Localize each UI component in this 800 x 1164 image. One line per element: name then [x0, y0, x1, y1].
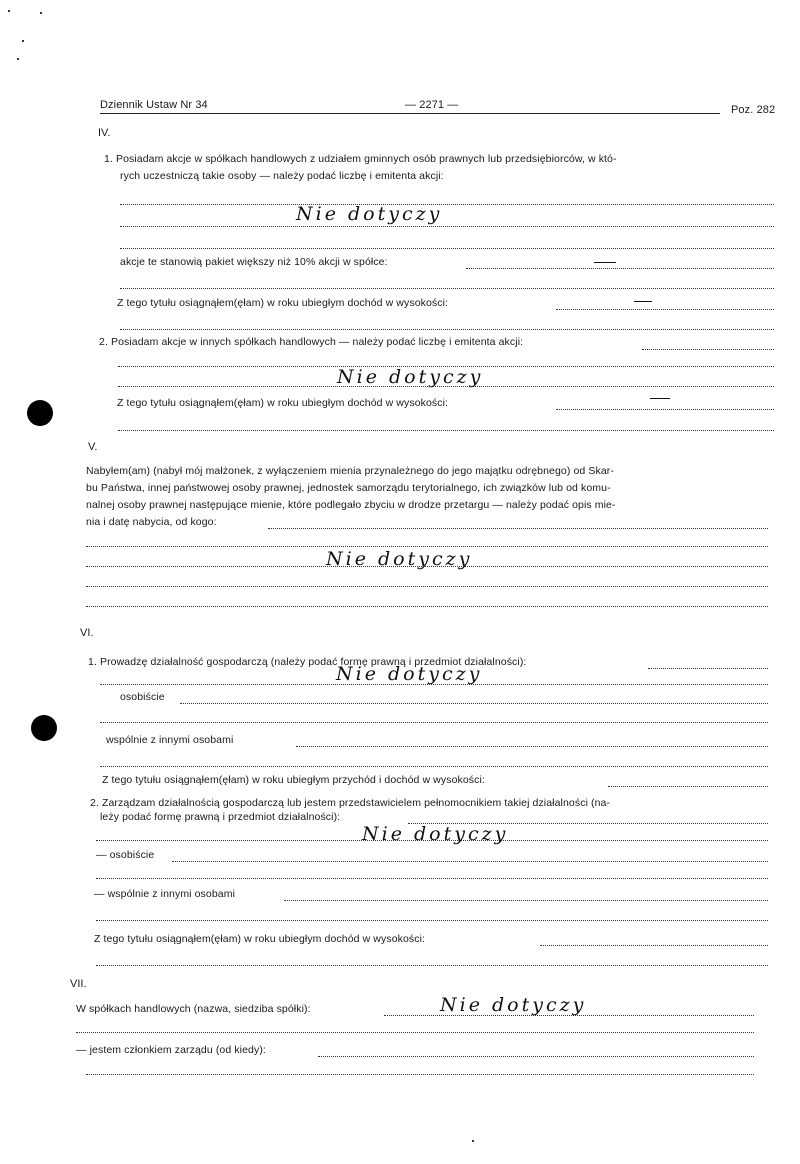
- answer-line: [86, 606, 768, 607]
- answer-line: [120, 204, 774, 205]
- section-v-heading: V.: [88, 441, 98, 453]
- answer-line: [120, 248, 774, 249]
- section-vi-item2-line2: leży podać formę prawną i przedmiot działalności):: [100, 811, 341, 823]
- scan-speck: [22, 40, 24, 42]
- section-vi-heading: VI.: [80, 627, 94, 639]
- answer-line: [86, 546, 768, 547]
- header-position: Poz. 282: [731, 104, 776, 116]
- section-v-line1: Nabyłem(am) (nabył mój małżonek, z wyłączeniem mienia przynależnego do jego majątku odrębnego) od Skar-: [86, 465, 614, 477]
- handwritten-dash: [650, 398, 670, 399]
- section-iv-dochod-label: Z tego tytułu osiągnąłem(ęłam) w roku ubiegłym dochód w wysokości:: [117, 297, 449, 309]
- handwritten-answer-vii: Nie dotyczy: [440, 994, 587, 1016]
- answer-line: [284, 900, 768, 901]
- handwritten-answer-iv-1: Nie dotyczy: [296, 203, 443, 225]
- handwritten-answer-vi-2: Nie dotyczy: [362, 823, 509, 845]
- handwritten-dash: [634, 301, 652, 302]
- answer-line: [648, 668, 768, 669]
- section-vi-dochod2-label: Z tego tytułu osiągnąłem(ęłam) w roku ubiegłym dochód w wysokości:: [94, 933, 426, 945]
- answer-line: [296, 746, 768, 747]
- answer-line: [100, 722, 768, 723]
- section-vi-item2-line1: 2. Zarządzam działalnością gospodarczą lub jestem przedstawicielem pełnomocnikiem takiej działalności (na-: [90, 797, 611, 809]
- punch-hole: [27, 400, 53, 426]
- answer-line: [100, 766, 768, 767]
- answer-line: [96, 965, 768, 966]
- header-rule: [100, 113, 720, 114]
- section-vii-spolki-label: W spółkach handlowych (nazwa, siedziba spółki):: [76, 1003, 311, 1015]
- scan-speck: [472, 1140, 474, 1142]
- section-iv-item1-line2: rych uczestniczą takie osoby — należy podać liczbę i emitenta akcji:: [120, 170, 444, 182]
- answer-line: [120, 288, 774, 289]
- answer-line: [466, 268, 774, 269]
- answer-line: [268, 528, 768, 529]
- handwritten-dash: [594, 262, 616, 263]
- handwritten-answer-iv-2: Nie dotyczy: [337, 366, 484, 388]
- section-iv-dochod2-label: Z tego tytułu osiągnąłem(ęłam) w roku ubiegłym dochód w wysokości:: [117, 397, 449, 409]
- section-vi-wspolnie-2: — wspólnie z innymi osobami: [94, 888, 236, 900]
- header-journal-title: Dziennik Ustaw Nr 34: [100, 99, 208, 111]
- section-vii-zarzad-label: — jestem członkiem zarządu (od kiedy):: [76, 1044, 266, 1056]
- answer-line: [96, 920, 768, 921]
- answer-line: [118, 386, 774, 387]
- answer-line: [120, 329, 774, 330]
- answer-line: [172, 861, 768, 862]
- section-iv-akcje-label: akcje te stanowią pakiet większy niż 10% akcji w spółce:: [120, 256, 388, 268]
- punch-hole: [31, 715, 57, 741]
- handwritten-answer-v: Nie dotyczy: [326, 548, 473, 570]
- section-iv-item1-line1: 1. Posiadam akcje w spółkach handlowych z udziałem gminnych osób prawnych lub przedsiębiorców, w któ-: [104, 153, 617, 165]
- answer-line: [556, 309, 774, 310]
- section-iv-item2-label: 2. Posiadam akcje w innych spółkach handlowych — należy podać liczbę i emitenta akcji:: [99, 336, 524, 348]
- section-v-line3: nalnej osoby prawnej następujące mienie, które podlegało zbyciu w drodze przetargu — należy podać opis mie-: [86, 499, 616, 511]
- section-vi-osobiscie-1: osobiście: [120, 691, 165, 703]
- section-vi-osobiscie-2: — osobiście: [96, 849, 155, 861]
- answer-line: [76, 1032, 754, 1033]
- header-page-number: — 2271 —: [405, 99, 459, 111]
- answer-line: [86, 1074, 754, 1075]
- section-v-line2: bu Państwa, innej państwowej osoby prawnej, jednostek samorządu terytorialnego, ich związków lub od komu-: [86, 482, 611, 494]
- answer-line: [556, 409, 774, 410]
- section-vii-heading: VII.: [70, 978, 87, 990]
- answer-line: [96, 878, 768, 879]
- section-vi-item1-label: 1. Prowadzę działalność gospodarczą (należy podać formę prawną i przedmiot działalności):: [88, 656, 527, 668]
- section-vi-wspolnie-1: wspólnie z innymi osobami: [106, 734, 234, 746]
- scan-speck: [17, 58, 19, 60]
- answer-line: [86, 586, 768, 587]
- section-vi-przychod-label: Z tego tytułu osiągnąłem(ęłam) w roku ubiegłym przychód i dochód w wysokości:: [102, 774, 485, 786]
- answer-line: [540, 945, 768, 946]
- answer-line: [118, 430, 774, 431]
- answer-line: [608, 786, 768, 787]
- answer-line: [642, 349, 774, 350]
- scan-speck: [8, 10, 10, 12]
- answer-line: [86, 566, 768, 567]
- answer-line: [120, 226, 774, 227]
- scan-speck: [40, 12, 42, 14]
- section-v-line4: nia i datę nabycia, od kogo:: [86, 516, 217, 528]
- answer-line: [180, 703, 768, 704]
- answer-line: [318, 1056, 754, 1057]
- handwritten-answer-vi-1: Nie dotyczy: [336, 663, 483, 685]
- section-iv-heading: IV.: [98, 127, 111, 139]
